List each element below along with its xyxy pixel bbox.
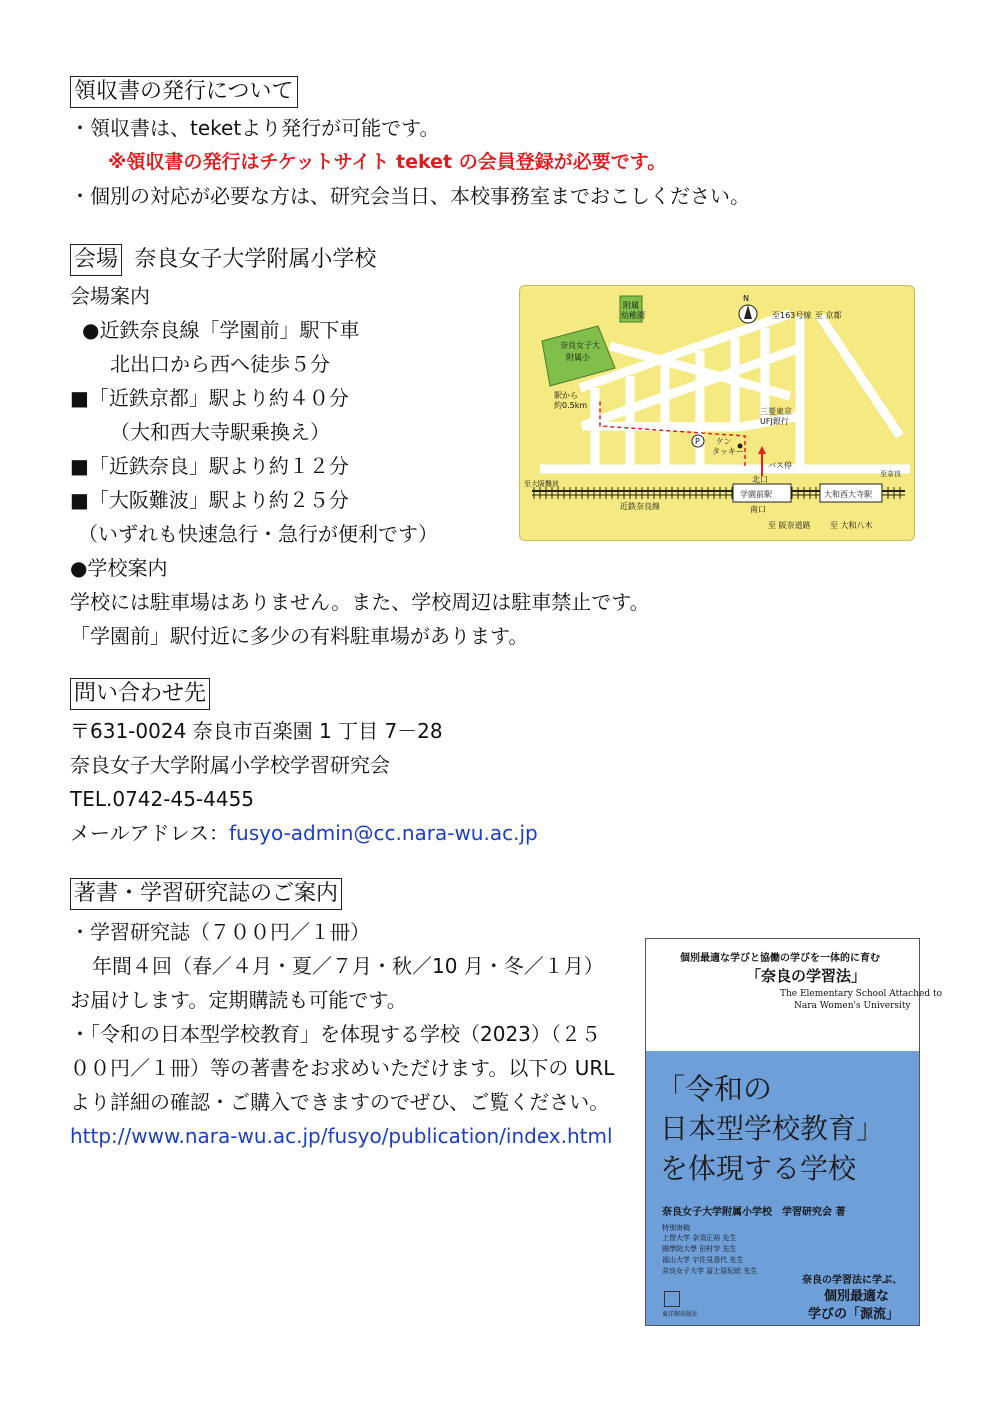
map-label: タッキー (712, 447, 744, 456)
books-line: ００円／１冊）等の著書をお求めいただけます。以下の URL (70, 1056, 615, 1080)
venue-guide-label: 会場案内 (70, 284, 150, 308)
map-label: 奈良女子大 (560, 341, 600, 350)
contact-tel: TEL.0742-45-4455 (70, 787, 255, 811)
cover-title-2: 日本型学校教育」 (660, 1112, 885, 1145)
map-label: N (743, 294, 749, 303)
receipt-line-2: ・個別の対応が必要な方は、研究会当日、本校事務室までおこしください。 (70, 184, 750, 208)
cover-contrib: 國學院大學 田村学 先生 (662, 1245, 737, 1253)
map-label: 学園前駅 (740, 490, 772, 499)
books-line: お届けします。定期購読も可能です。 (70, 988, 407, 1012)
cover-contrib: 福山大学 宇佐見香代 先生 (662, 1256, 744, 1264)
access-line: 北出口から西へ徒歩５分 (110, 352, 330, 376)
cover-title-3: を体現する学校 (660, 1152, 857, 1185)
cover-title-1: 「令和の (656, 1072, 773, 1106)
cover-sub-1: 奈良の学習法に学ぶ、 (802, 1275, 903, 1286)
access-line: （大和西大寺駅乗換え） (110, 420, 330, 444)
map-label: 北口 (752, 475, 768, 484)
mail-link[interactable]: fusyo-admin@cc.nara-wu.ac.jp (229, 821, 538, 845)
map-label: 至 大和八木 (830, 521, 873, 530)
access-line: ●近鉄奈良線「学園前」駅下車 (82, 318, 360, 342)
publication-link[interactable]: http://www.nara-wu.ac.jp/fusyo/publication/index.html (70, 1124, 613, 1148)
map-label: 至163号線 (772, 311, 812, 320)
map-label: 附属 (623, 301, 639, 310)
books-line: ・学習研究誌（７００円／１冊） (70, 920, 370, 944)
map-label: ケン (716, 437, 732, 446)
map-label: UFJ銀行 (760, 417, 789, 426)
map-label: P (695, 437, 700, 446)
map-label: 至奈良 (880, 470, 901, 478)
books-line: 年間４回（春／４月・夏／７月・秋／10 月・冬／１月） (92, 954, 604, 978)
map-label: バス停 (768, 461, 792, 470)
map-label: 至 阪奈道路 (768, 521, 811, 530)
access-line: ■「近鉄奈良」駅より約１２分 (70, 454, 349, 478)
cover-contrib: 上智大学 奈須正裕 先生 (662, 1234, 737, 1242)
contact-mail-row: メールアドレス：fusyo-admin@cc.nara-wu.ac.jp (70, 821, 538, 845)
cover-series: 「奈良の学習法」 (746, 967, 867, 985)
school-guide-line-1: 学校には駐車場はありません。また、学校周辺は駐車禁止です。 (70, 590, 650, 614)
receipt-heading: 領収書の発行について (70, 76, 298, 108)
map-label: 至大阪難波 (524, 480, 559, 488)
books-heading: 著書・学習研究誌のご案内 (70, 878, 342, 910)
access-line: ■「大阪難波」駅より約２５分 (70, 488, 349, 512)
cover-top (646, 939, 942, 1051)
cover-contrib: 奈良女子大学 冨士原紀絵 先生 (662, 1267, 758, 1275)
school-guide-label: ●学校案内 (70, 556, 168, 580)
map-label: 南口 (750, 505, 766, 514)
books-line: ・「令和の日本型学校教育」を体現する学校（2023）（２５ (70, 1022, 601, 1046)
map-label: 幼稚園 (621, 311, 645, 320)
map-label: 約0.5km (554, 401, 588, 410)
cover-tagline: 個別最適な学びと協働の学びを一体的に育む (680, 953, 880, 964)
receipt-line-1: ・領収書は、teketより発行が可能です。 (70, 116, 440, 140)
map-label: 三菱東京 (760, 407, 792, 416)
school-guide-line-2: 「学園前」駅付近に多少の有料駐車場があります。 (70, 624, 529, 648)
access-line: （いずれも快速急行・急行が便利です） (78, 522, 438, 546)
access-map (519, 285, 915, 541)
cover-contrib-label: 特別寄稿 (662, 1224, 690, 1232)
cover-sub-3: 学びの「源流」 (808, 1307, 900, 1322)
contact-address: 〒631-0024 奈良市百楽園 1 丁目 7－28 (70, 719, 443, 743)
map-drawing (520, 286, 914, 540)
venue-heading: 会場 奈良女子大学附属小学校 (70, 242, 376, 276)
access-line: ■「近鉄京都」駅より約４０分 (70, 386, 349, 410)
publisher-logo (664, 1291, 680, 1307)
contact-heading: 問い合わせ先 (70, 678, 210, 710)
map-label: 至 京都 (815, 311, 842, 320)
map-label: 大和西大寺駅 (824, 490, 872, 499)
cover-en-2: Nara Women's University (794, 1001, 911, 1011)
cover-sub-2: 個別最適な (824, 1289, 890, 1304)
map-label: 附属小 (566, 353, 590, 362)
bus-arrow-head (758, 446, 766, 454)
map-label: 近鉄奈良線 (620, 502, 660, 511)
cover-bottom (646, 1051, 919, 1325)
book-cover (645, 938, 942, 1326)
receipt-notice: ※領収書の発行はチケットサイト teket の会員登録が必要です。 (108, 151, 667, 173)
cover-author: 奈良女子大学附属小学校 学習研究会 著 (662, 1207, 846, 1218)
contact-org: 奈良女子大学附属小学校学習研究会 (70, 753, 390, 777)
cover-en-1: The Elementary School Attached to (780, 989, 942, 999)
cover-publisher: 東洋館出版社 (662, 1311, 699, 1318)
books-line: より詳細の確認・ご購入できますのでぜひ、ご覧ください。 (70, 1090, 610, 1114)
map-label: 駅から (554, 391, 578, 400)
